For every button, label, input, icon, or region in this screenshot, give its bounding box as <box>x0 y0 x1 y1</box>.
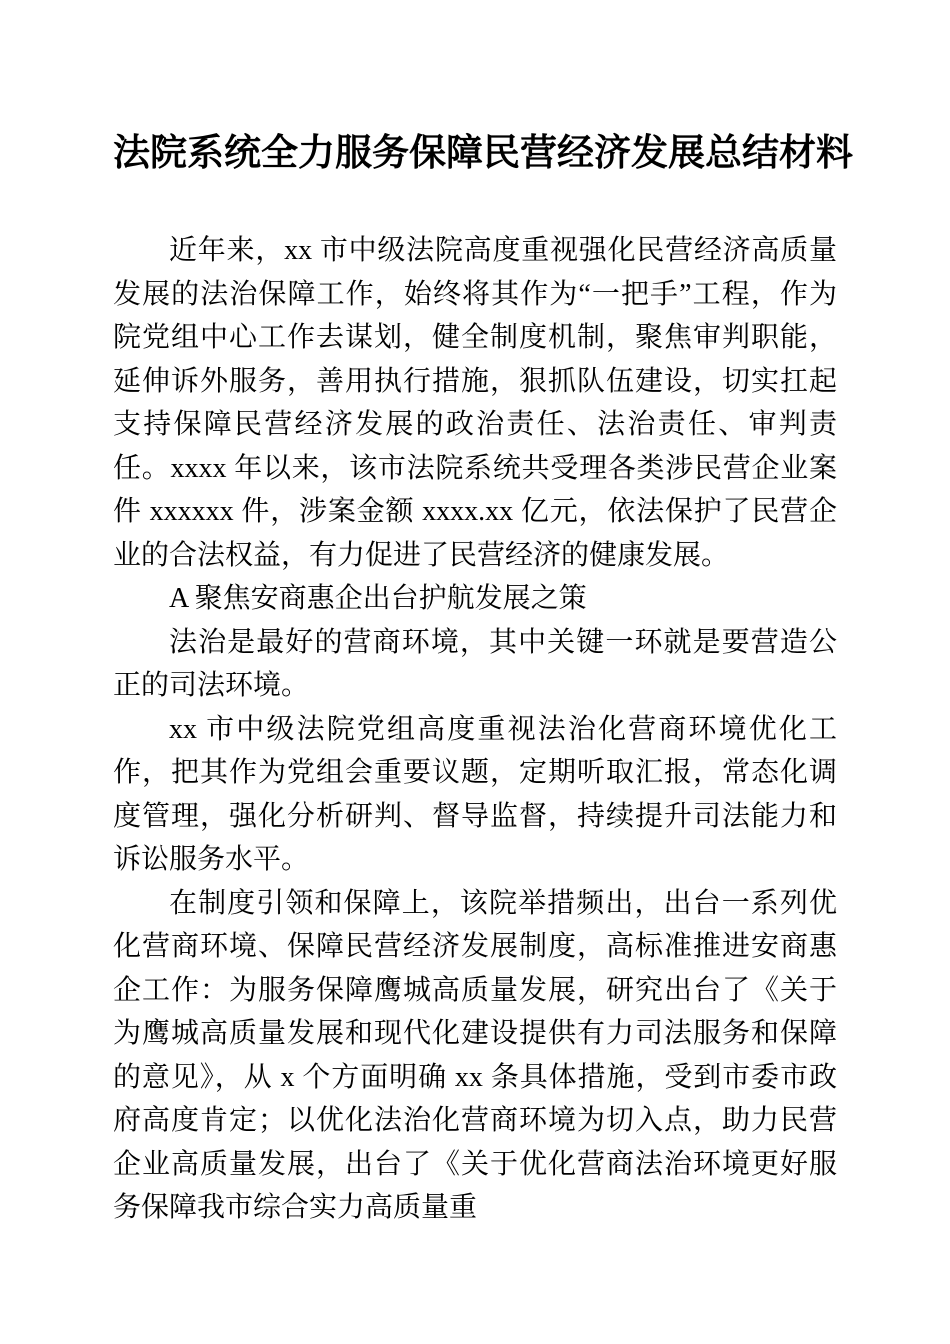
paragraph-rule-of-law: 法治是最好的营商环境，其中关键一环就是要营造公正的司法环境。 <box>113 626 837 701</box>
paragraph-system-measures: 在制度引领和保障上，该院举措频出，出台一系列优化营商环境、保障民营经济发展制度，高标准推进安商惠企工作：为服务保障鹰城高质量发展，研究出台了《关于为鹰城高质量发展和现代化建设提供有力司法服务和保障的意见》，从 x 个方面明确 xx 条具体措施，受到市委市政府高度肯定；以优化法治化营商环境为切入点，助力民营企业高质量发展，出台了《关于优化营商法治环境更好服务保障我市综合实力高质量重 <box>113 887 837 1223</box>
paragraph-party-group: xx 市中级法院党组高度重视法治化营商环境优化工作，把其作为党组会重要议题，定期听取汇报，常态化调度管理，强化分析研判、督导监督，持续提升司法能力和诉讼服务水平。 <box>113 713 837 875</box>
paragraph-intro: 近年来，xx 市中级法院高度重视强化民营经济高质量发展的法治保障工作，始终将其作为“一把手”工程，作为院党组中心工作去谋划，健全制度机制，聚焦审判职能，延伸诉外服务，善用执行措施，狠抓队伍建设，切实扛起支持保障民营经济发展的政治责任、法治责任、审判责任。xxxx 年以来，该市法院系统共受理各类涉民营企业案件 xxxxxx 件，涉案金额 xxxx.xx 亿元，依法保护了民营企业的合法权益，有力促进了民营经济的健康发展。 <box>113 235 837 571</box>
document-title: 法院系统全力服务保障民营经济发展总结材料 <box>113 133 853 174</box>
document-body <box>113 229 837 1230</box>
paragraph-section-heading: A 聚焦安商惠企出台护航发展之策 <box>169 583 587 614</box>
